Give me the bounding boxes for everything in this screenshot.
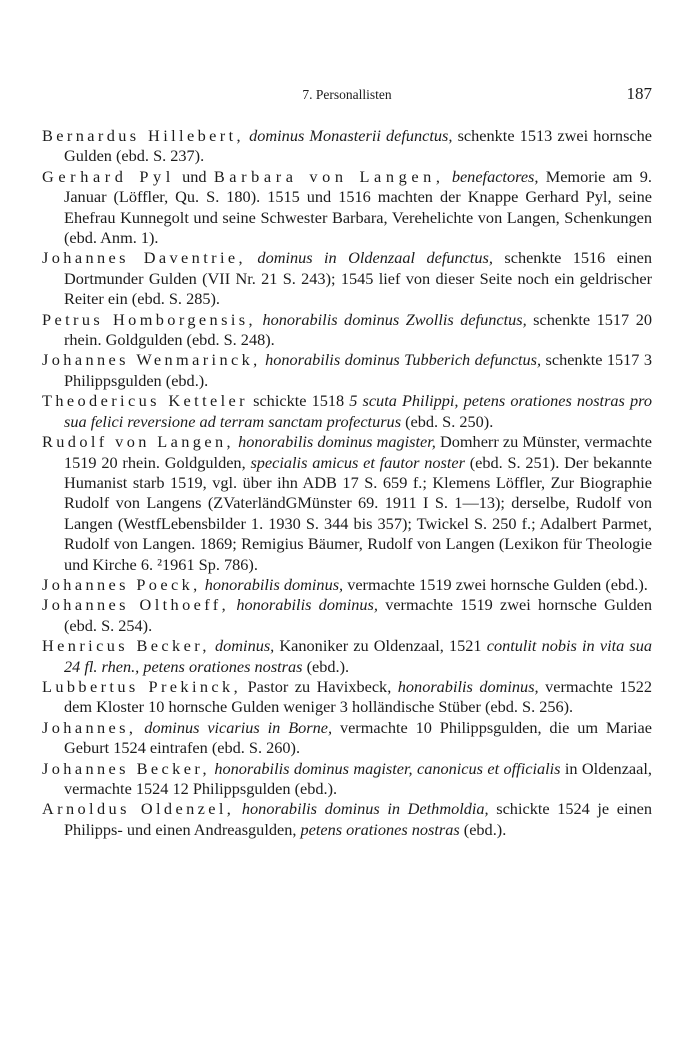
list-entry	[42, 718, 652, 759]
list-entry	[42, 350, 652, 391]
entry-name: Barbara von Langen,	[213, 166, 445, 186]
personnel-list	[42, 126, 652, 840]
list-entry	[42, 126, 652, 167]
entry-name: Henricus Becker,	[42, 636, 210, 656]
entry-latin-text: dominus Monasterii defunctus,	[249, 126, 453, 145]
entry-text: vermachte 10 Philippsgulden, die um Mariae Geburt 1524 eintrafen (ebd. S. 260).	[64, 717, 652, 758]
list-entry	[42, 167, 652, 249]
entry-text: Memorie am 9. Januar (Löffler, Qu. S. 180). 1515 und 1516 machten der Knappe Gerhard Pyl, seine Ehefrau Kunnegolt und seine Schwester Barbara, Verehelichte von Langen, Schenkungen (ebd. Anm. 1).	[64, 166, 652, 248]
entry-text: Pastor zu Havixbeck,	[241, 676, 398, 696]
entry-name: Johannes Poeck,	[42, 574, 201, 594]
entry-latin-text: honorabilis dominus,	[204, 574, 344, 594]
list-entry	[42, 636, 652, 677]
entry-text	[246, 248, 257, 267]
page-number: 187	[626, 84, 652, 103]
entry-text: schenkte 1517 20 rhein. Goldgulden (ebd. S. 248).	[64, 309, 652, 350]
entry-name: Bernardus Hillebert,	[42, 126, 244, 145]
entry-text	[234, 799, 242, 818]
entry-latin-text: dominus vicarius in Borne,	[144, 717, 333, 737]
entry-name: Lubbertus Prekinck,	[42, 676, 242, 696]
entry-latin-text: petens orationes nostras	[300, 819, 460, 839]
entry-name: Petrus Homborgensis,	[42, 309, 256, 329]
entry-name: Johannes Wenmarinck,	[42, 350, 261, 370]
entry-name: Gerhard Pyl	[42, 166, 175, 186]
entry-name: Johannes Daventrie,	[42, 248, 246, 268]
entry-name: Theodericus Ketteler	[42, 391, 249, 411]
list-entry	[42, 432, 652, 575]
list-entry	[42, 391, 652, 432]
entry-text: vermachte 1522 dem Kloster 10 hornsche Gulden weniger 3 holländische Stüber (ebd. S. 256).	[64, 676, 652, 717]
entry-latin-text: honorabilis dominus magister, canonicus et officialis	[214, 758, 561, 778]
entry-latin-text: contulit nobis in vita sua 24 fl. rhen., petens orationes nostras	[64, 636, 653, 676]
entry-text: (ebd.).	[302, 656, 350, 676]
entry-latin-text: honorabilis dominus Zwollis defunctus,	[262, 309, 527, 329]
entry-latin-text: 5 scuta Philippi, petens orationes nostras pro sua felici reversione ad terram sanctam profecturus	[64, 391, 653, 431]
list-entry	[42, 759, 652, 800]
entry-text	[445, 167, 452, 186]
entry-name: Arnoldus Oldenzel,	[42, 799, 235, 819]
entry-latin-text: honorabilis dominus in Dethmoldia,	[241, 799, 489, 819]
entry-latin-text: specialis amicus et fautor noster	[250, 452, 465, 472]
list-entry	[42, 310, 652, 351]
entry-text: (ebd.).	[459, 819, 507, 839]
entry-text: in Oldenzaal, vermachte 1524 12 Philippsgulden (ebd.).	[64, 758, 652, 798]
entry-latin-text: dominus in Oldenzaal defunctus,	[257, 248, 493, 268]
entry-text: (ebd. S. 251). Der bekannte Humanist starb 1519, vgl. über ihn ADB 17 S. 659 f.; Klemens Löffler, Zur Biographie Rudolf von Langens (ZVaterländGMünster 69. 1911 I S. 1—13); derselbe, Rudolf von Langen (WestfLebensbilder 1. 1930 S. 344 bis 357); Twickel S. 250 f.; Adalbert Parmet, Rudolf von Langen. 1869; Remigius Bäumer, Rudolf von Langen (Lexikon für Theologie und Kirche 6. ²1961 Sp. 786).	[64, 452, 653, 574]
entry-latin-text: honorabilis dominus,	[236, 595, 378, 615]
entry-text: Domherr zu Münster, vermachte 1519 20 rhein. Goldgulden,	[64, 432, 652, 472]
entry-latin-text: honorabilis dominus,	[397, 676, 539, 696]
list-entry	[42, 799, 652, 840]
entry-name: Rudolf von Langen,	[42, 432, 234, 452]
running-title: 7. Personallisten	[302, 87, 392, 102]
entry-latin-text: benefactores,	[451, 166, 539, 186]
entry-text: und	[174, 166, 214, 186]
entry-latin-text: dominus,	[215, 636, 275, 656]
page-header	[42, 84, 652, 106]
entry-text: (ebd. S. 250).	[401, 411, 494, 431]
entry-text: vermachte 1519 zwei hornsche Gulden (ebd. S. 254).	[64, 595, 652, 635]
list-entry	[42, 248, 652, 309]
entry-text: schickte 1518	[248, 391, 350, 411]
list-entry	[42, 595, 652, 636]
entry-text: Kanoniker zu Oldenzaal, 1521	[274, 636, 487, 656]
list-entry	[42, 575, 652, 595]
entry-latin-text: honorabilis dominus Tubberich defunctus,	[265, 350, 542, 370]
entry-name: Johannes Becker,	[42, 758, 210, 778]
entry-text: schenkte 1517 3 Philippsgulden (ebd.).	[64, 350, 652, 390]
entry-name: Johannes Olthoeff,	[42, 595, 230, 615]
entry-text: schenkte 1513 zwei hornsche Gulden (ebd. S. 237).	[64, 126, 652, 166]
entry-name: Johannes,	[42, 717, 137, 737]
entry-latin-text: honorabilis dominus magister,	[238, 432, 436, 452]
entry-text: schenkte 1516 einen Dortmunder Gulden (VII Nr. 21 S. 243); 1545 lief von dieser Seite noch ein geldrischer Reiter ein (ebd. S. 285).	[64, 248, 653, 309]
entry-text: schickte 1524 je einen Philipps- und einen Andreasgulden,	[64, 799, 653, 839]
entry-text: vermachte 1519 zwei hornsche Gulden (ebd.).	[343, 574, 648, 594]
list-entry	[42, 677, 652, 718]
